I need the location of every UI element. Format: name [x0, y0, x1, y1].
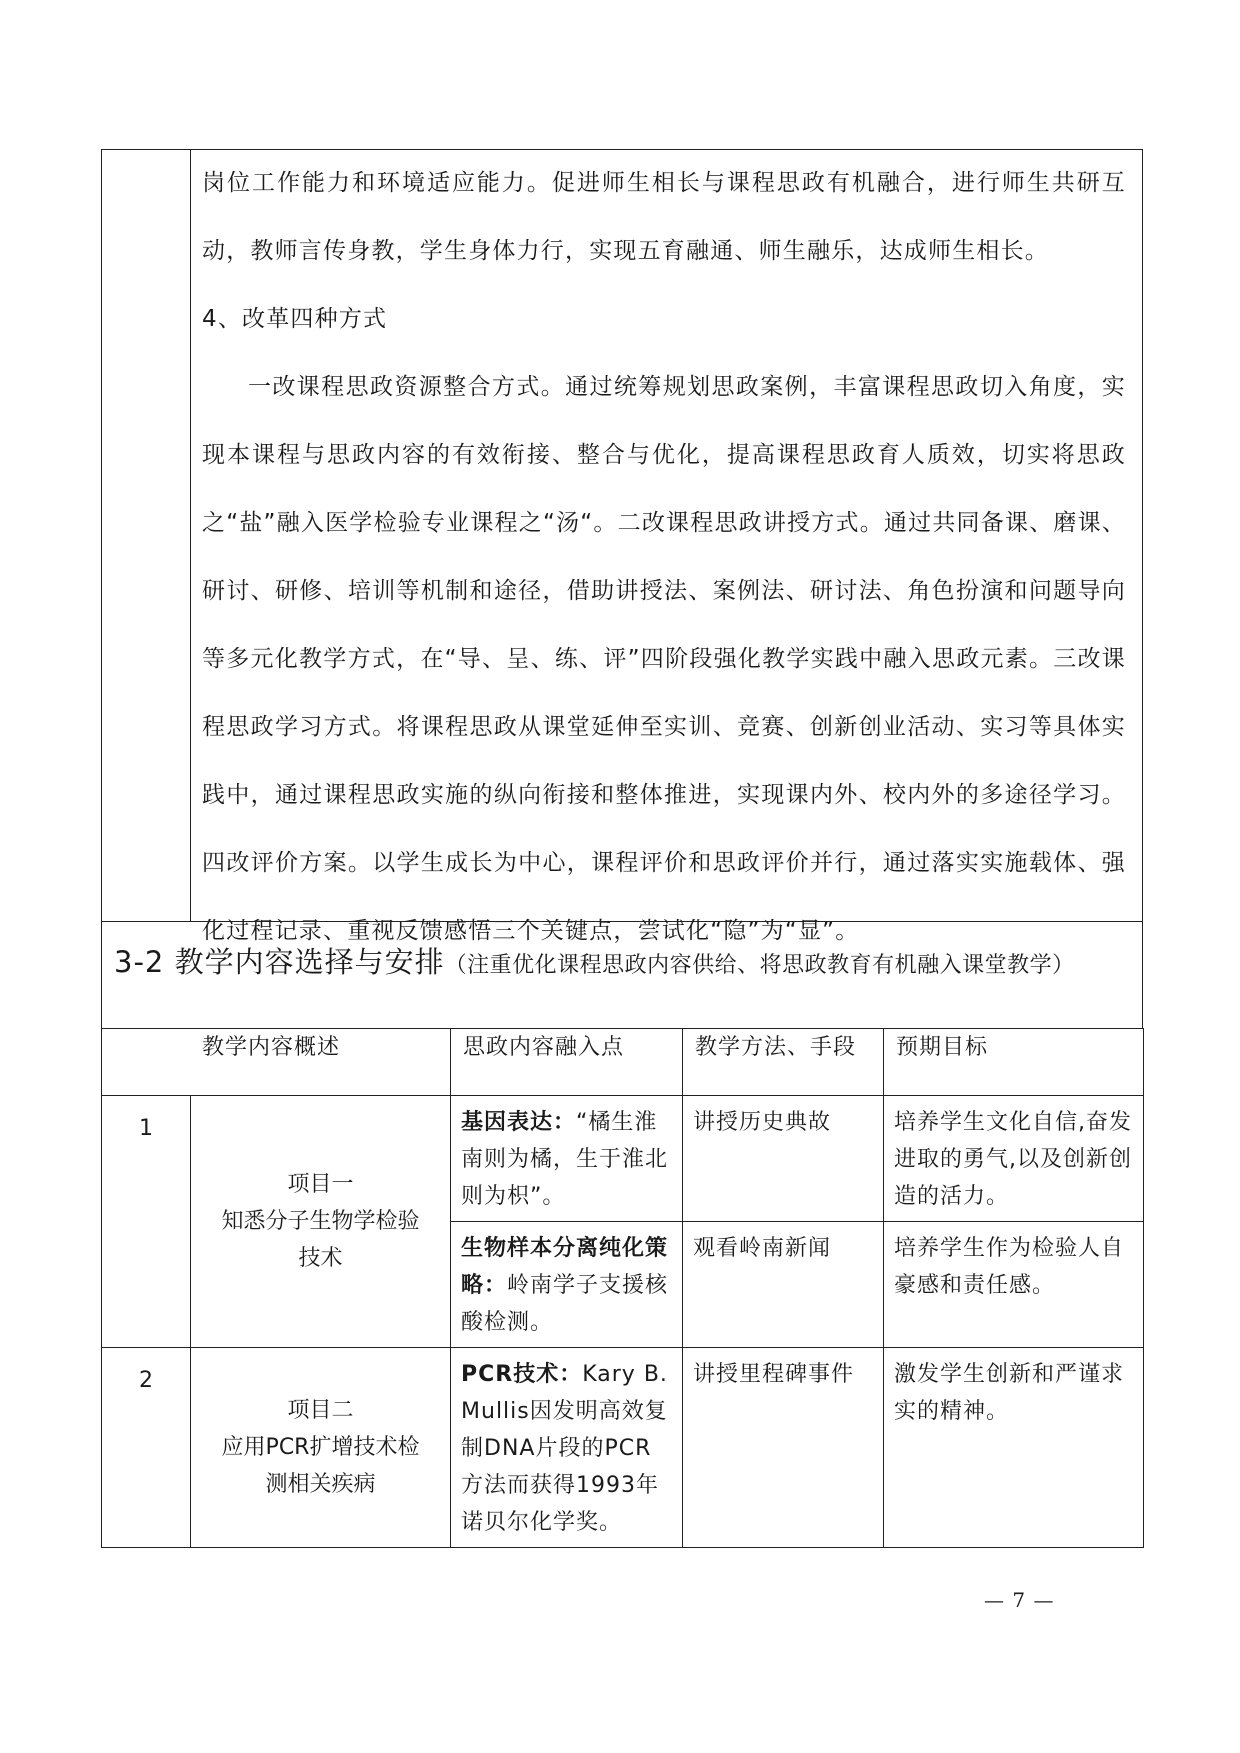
- project-name: 知悉分子生物学检验技术: [221, 1209, 420, 1271]
- ideology-point-cell: [451, 1222, 683, 1348]
- ideology-text: Kary B. Mullis因发明高效复制DNA片段的PCR方法而获得1993年诺贝尔化学奖。: [461, 1362, 668, 1535]
- project-name: 应用PCR扩增技术检测相关疾病: [221, 1435, 420, 1497]
- table-header-row: [102, 1029, 1144, 1096]
- ideology-keyword: PCR技术：: [461, 1362, 583, 1387]
- header-teaching-methods: 教学方法、手段: [683, 1029, 884, 1096]
- section-heading-note: （注重优化课程思政内容供给、将思政教育有机融入课堂教学）: [444, 953, 1075, 978]
- method-cell: 讲授历史典故: [683, 1096, 884, 1222]
- header-ideology-points: 思政内容融入点: [451, 1029, 683, 1096]
- ideology-text: 岭南学子支援核酸检测。: [461, 1273, 669, 1335]
- project-title: 项目一: [287, 1172, 354, 1197]
- method-cell: 讲授里程碑事件: [683, 1348, 884, 1548]
- ideology-point-cell: [451, 1096, 683, 1222]
- row-number: 2: [102, 1348, 191, 1548]
- header-content-overview: 教学内容概述: [102, 1029, 451, 1096]
- top-left-column: [102, 150, 191, 921]
- row-number: 1: [102, 1096, 191, 1348]
- section-heading-main: 3-2 教学内容选择与安排: [114, 945, 445, 979]
- section-heading: [114, 940, 1075, 981]
- ideology-point-cell: [451, 1348, 683, 1548]
- paragraph-continuation: 岗位工作能力和环境适应能力。促进师生相长与课程思政有机融合，进行师生共研互动，教师言传身教，学生身体力行，实现五育融通、师生融乐，达成师生相长。: [202, 170, 1126, 264]
- ideology-text: “橘生淮南则为橘，生于淮北则为枳”。: [461, 1110, 669, 1209]
- content-table: [101, 1028, 1144, 1548]
- ideology-keyword: 生物样本分离纯化策略：: [461, 1236, 669, 1298]
- goal-cell: 激发学生创新和严谨求实的精神。: [884, 1348, 1144, 1548]
- project-cell: [191, 1096, 451, 1348]
- subheading-reform: 4、改革四种方式: [202, 306, 388, 332]
- header-expected-goals: 预期目标: [884, 1029, 1144, 1096]
- table-row: [102, 1096, 1144, 1222]
- ideology-keyword: 基因表达：: [461, 1110, 577, 1135]
- section-heading-row: [101, 921, 1143, 1029]
- page-number: — 7 —: [984, 1588, 1055, 1612]
- table-row: [102, 1348, 1144, 1548]
- method-cell: 观看岭南新闻: [683, 1222, 884, 1348]
- goal-cell: 培养学生文化自信,奋发进取的勇气,以及创新创造的活力。: [884, 1096, 1144, 1222]
- project-title: 项目二: [287, 1398, 354, 1423]
- paragraph-reform: 一改课程思政资源整合方式。通过统筹规划思政案例，丰富课程思政切入角度，实现本课程与思政内容的有效衔接、整合与优化，提高课程思政育人质效，切实将思政之“盐”融入医学检验专业课程之“汤“。二改课程思政讲授方式。通过共同备课、磨课、研讨、研修、培训等机制和途径，借助讲授法、案例法、研讨法、角色扮演和问题导向等多元化教学方式，在“导、呈、练、评”四阶段强化教学实践中融入思政元素。三改课程思政学习方式。将课程思政从课堂延伸至实训、竞赛、创新创业活动、实习等具体实践中，通过课程思政实施的纵向衔接和整体推进，实现课内外、校内外的多途径学习。四改评价方案。以学生成长为中心，课程评价和思政评价并行，通过落实实施载体、强化过程记录、重视反馈感悟三个关键点，尝试化“隐”为“显”。: [202, 374, 1126, 944]
- goal-cell: 培养学生作为检验人自豪感和责任感。: [884, 1222, 1144, 1348]
- project-cell: [191, 1348, 451, 1548]
